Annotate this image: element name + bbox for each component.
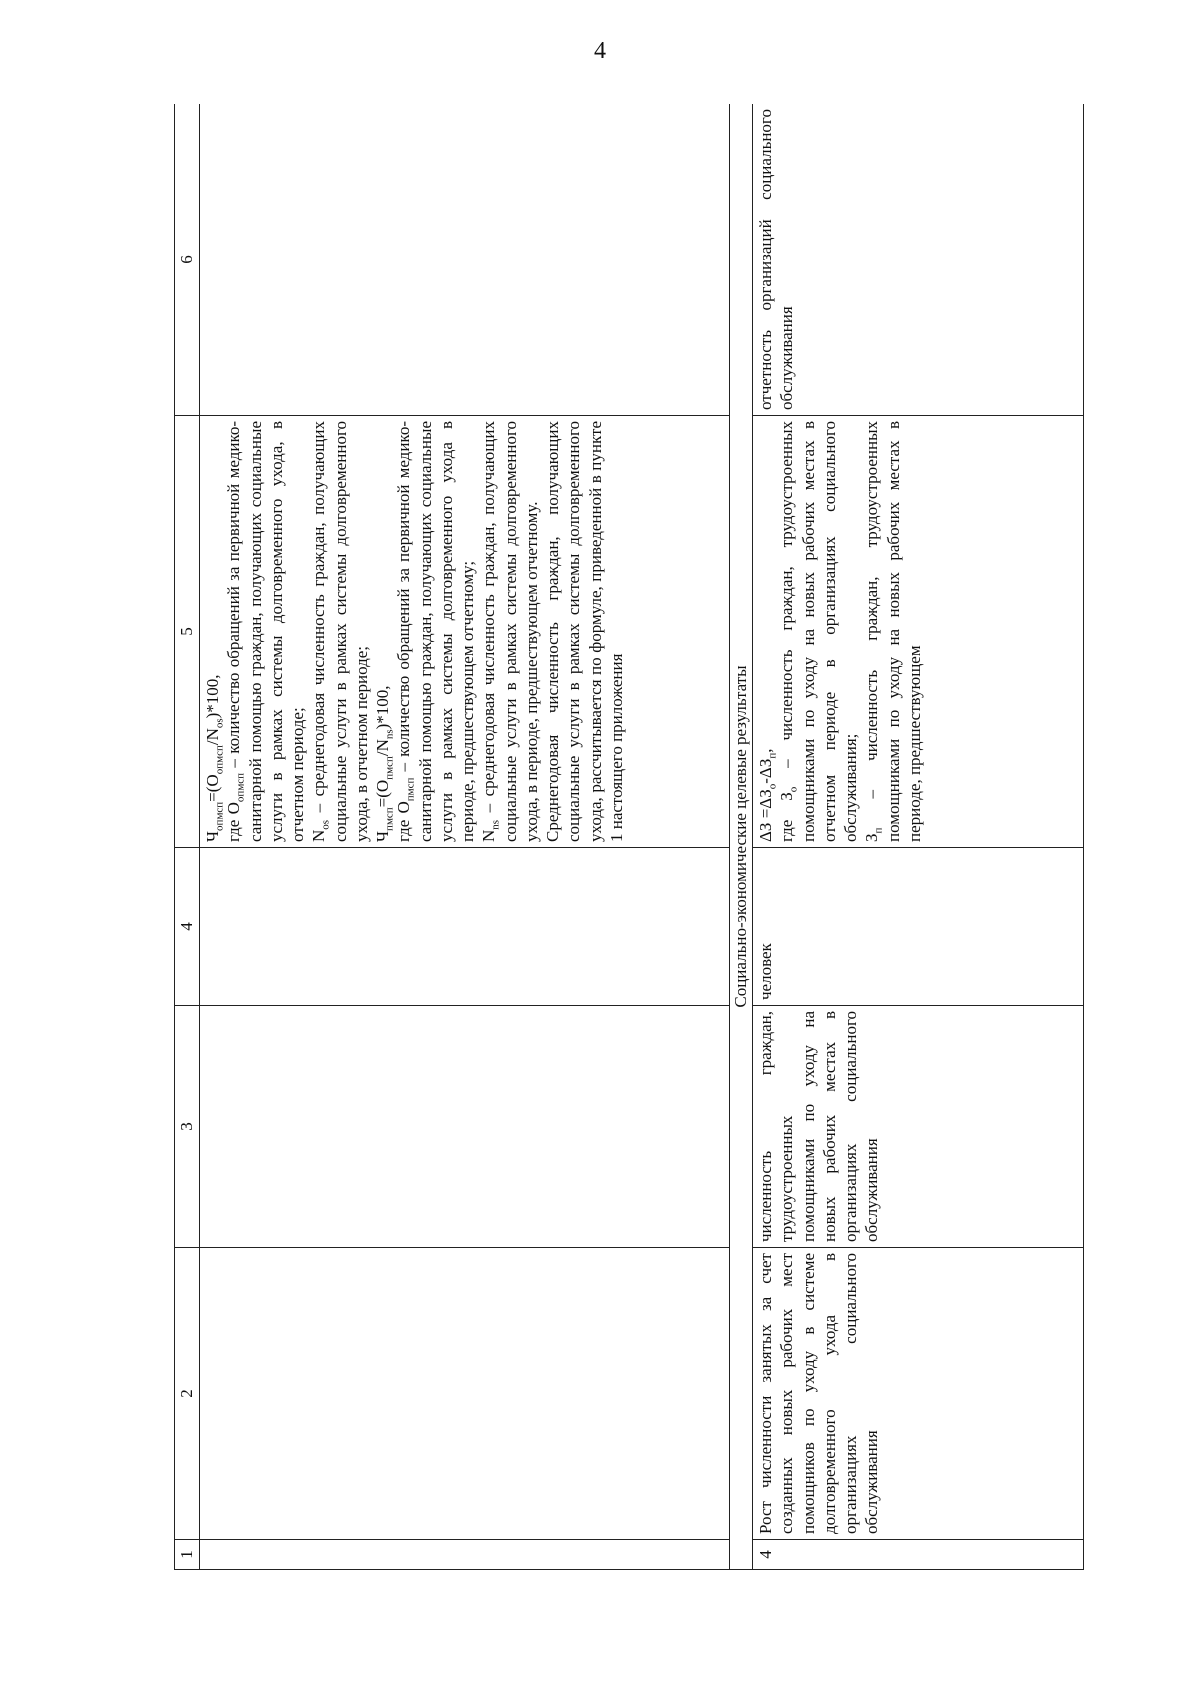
row4-definition-o: где $З_о$ – численность граждан, трудоустроенных помощниками по уходу на новых рабочих местах в отчетном периоде в организациях социального обслуживания; [777, 421, 860, 842]
table-row-4 [753, 104, 1084, 1570]
indicator-name: Рост численности занятых за счет созданных новых рабочих мест помощников по уходу в системе долговременного ухода в организациях социального обслуживания [753, 1248, 1084, 1540]
column-header-6: 6 [175, 104, 200, 416]
cell-empty [200, 1248, 730, 1540]
formula-line-4: $Ч_{пмсп}=(О_{пмсп}/N_{ns})*100$, [373, 685, 396, 842]
formula-line-6: $N_{ns}$ – среднегодовая численность граждан, получающих социальные услуги в рамках системы долговременного ухода, в периоде, предшествующем отчетному. [479, 421, 541, 842]
column-header-5: 5 [175, 416, 200, 848]
rotated-table-container [174, 104, 1084, 1570]
column-number-row [175, 104, 200, 1570]
column-header-2: 2 [175, 1248, 200, 1540]
column-header-4: 4 [175, 848, 200, 1006]
column-header-3: 3 [175, 1006, 200, 1248]
formula-line-1: $Ч_{опмсп}=(О_{опмсп}/N_{os})*100$, [203, 674, 226, 842]
data-source: отчетность организаций социального обслуживания [753, 104, 1084, 416]
cell-empty [200, 1006, 730, 1248]
cell-empty [200, 1540, 730, 1570]
page-number: 4 [594, 38, 606, 64]
column-header-1: 1 [175, 1540, 200, 1570]
indicator-table [174, 104, 1084, 1570]
formula-line-3: $N_{os}$ – среднегодовая численность граждан, получающих социальные услуги в рамках системы долговременного ухода, в отчетном периоде; [309, 421, 371, 842]
formula-tail-text: Среднегодовая численность граждан, получающих социальные услуги в рамках системы долговременного ухода, рассчитывается по формуле, приведенной в пункте 1 настоящего приложения [543, 421, 626, 842]
section-title: Социально-экономические целевые результаты [730, 104, 753, 1570]
row4-definition-p: $З_п$ – численность граждан, трудоустроенных помощниками по уходу на новых рабочих местах в периоде, предшествующем [862, 421, 924, 842]
row-number: 4 [753, 1540, 1084, 1570]
indicator-description: численность граждан, трудоустроенных помощниками по уходу на новых рабочих местах в организациях социального обслуживания [753, 1006, 1084, 1248]
formula-line-5: где $О_{пмсп}$ – количество обращений за первичной медико-санитарной помощью граждан, получающих социальные услуги в рамках системы долговременного ухода в периоде, предшествующем отчетному; [394, 421, 477, 842]
cell-empty [200, 848, 730, 1006]
row4-formula: $\Delta З =\Delta З_о-\Delta З_п$, [756, 748, 779, 842]
calculation-method [753, 416, 1084, 848]
unit-of-measure: человек [753, 848, 1084, 1006]
formula-cell [200, 416, 730, 848]
table-frame [174, 104, 1084, 1570]
formula-line-2: где $О_{опмсп}$ – количество обращений за первичной медико-санитарной помощью граждан, получающих социальные услуги в рамках системы долговременного ухода, в отчетном периоде; [224, 421, 307, 842]
continuation-row [200, 104, 730, 1570]
cell-empty [200, 104, 730, 416]
section-row [730, 104, 753, 1570]
